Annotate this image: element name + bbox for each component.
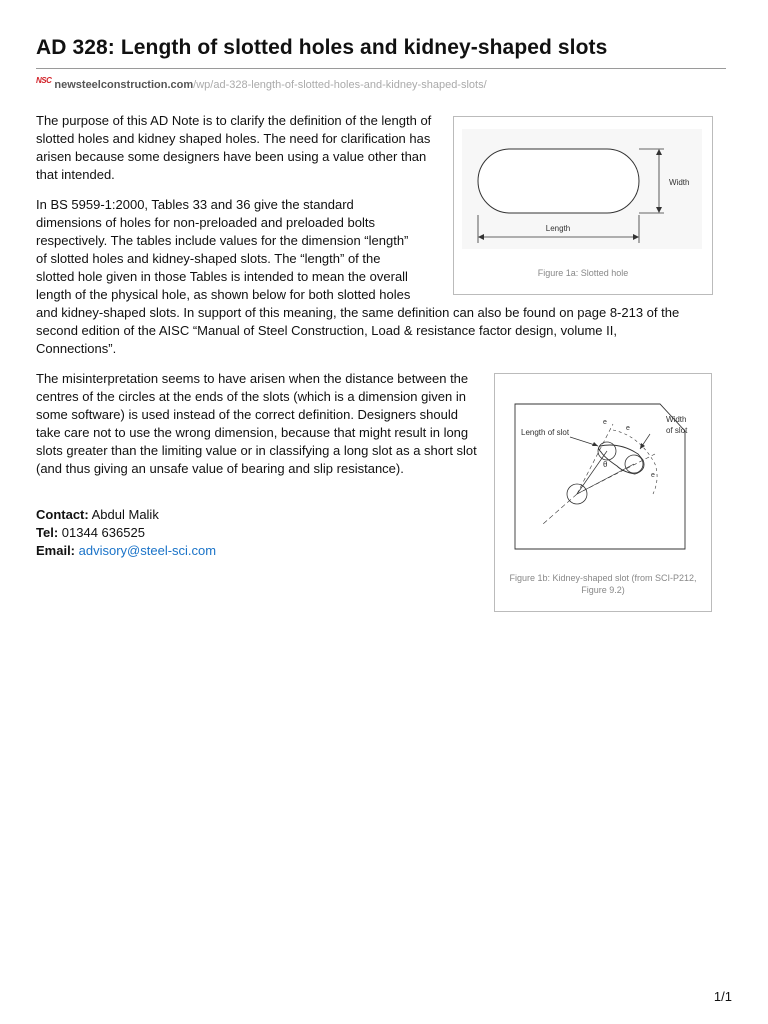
tel-label: Tel:: [36, 525, 59, 540]
e-label: e: [626, 425, 630, 432]
kidney-slot-diagram: [495, 374, 711, 559]
tel-row: [36, 524, 216, 542]
nsc-logo: NSC: [36, 76, 52, 85]
theta-label: θ: [603, 460, 608, 469]
contact-label: Contact:: [36, 507, 89, 522]
email-label: Email:: [36, 543, 76, 558]
email-link[interactable]: advisory@steel-sci.com: [78, 543, 217, 558]
paragraph-line: In BS 5959-1:2000, Tables 33 and 36 give the standard: [36, 197, 354, 212]
paragraph-purpose: The purpose of this AD Note is to clarify the definition of the length of slotted holes and kidney shaped holes. The need for clarification has arisen because some designers have been using a value other than that intended.: [36, 113, 432, 182]
page-number: 1/1: [713, 989, 732, 1004]
email-row: [36, 542, 216, 560]
slotted-hole-shape: [478, 149, 639, 213]
page-title: AD 328: Length of slotted holes and kidney-shaped slots: [36, 36, 608, 59]
paragraph-line: second edition of the AISC “Manual of Steel Construction, Load & resistance factor design, volume II,: [36, 323, 617, 338]
paragraph-line: respectively. The tables include values for the dimension “length”: [36, 233, 409, 248]
paragraph-line: and kidney-shaped slots. In support of this meaning, the same definition can also be found on page 8-213 of the: [36, 305, 680, 320]
slotted-hole-diagram: [454, 117, 712, 257]
length-of-slot-label: Length of slot: [521, 428, 570, 437]
plate-outline: [515, 404, 685, 549]
width-of-slot-label-1: Width: [666, 415, 687, 424]
paragraph-misinterpretation: The misinterpretation seems to have arisen when the distance between the centres of the circles at the ends of the slots (which is a dimension given in some software) is used instead of the correct definition. Designers should take care not to use the wrong dimension, because that might result in long slots greater than the limiting value or in classifying a long slot as a short slot (and thus giving an unsafe value of bearing and slip resistance).: [36, 371, 477, 476]
length-label: Length: [545, 224, 571, 233]
figure-1b: [494, 373, 712, 612]
source-link[interactable]: [54, 79, 486, 91]
paragraph-line: of slotted holes and kidney-shaped slots. The “length” of the: [36, 251, 381, 266]
source-path: /wp/ad-328-length-of-slotted-holes-and-kidney-shaped-slots/: [193, 79, 487, 91]
source-domain: newsteelconstruction.com: [54, 79, 194, 91]
figure-1b-caption: Figure 1b: Kidney-shaped slot (from SCI-P212, Figure 9.2): [509, 573, 697, 595]
e-label: e: [651, 472, 655, 479]
figure-1a-caption: Figure 1a: Slotted hole: [537, 268, 629, 278]
paragraph-line: Connections”.: [36, 341, 117, 356]
paragraph-line: dimensions of holes for non-preloaded and preloaded bolts: [36, 215, 375, 230]
contact-block: [36, 506, 216, 560]
tel-value: 01344 636525: [61, 525, 145, 540]
width-label: Width: [669, 178, 690, 187]
paragraph-line: length of the physical hole, as shown below for both slotted holes: [36, 287, 411, 302]
paragraph-line: slotted hole given in those Tables is intended to mean the overall: [36, 269, 408, 284]
e-label: e: [603, 419, 607, 426]
source-line: [36, 76, 487, 91]
width-of-slot-label-2: of slot: [666, 426, 688, 435]
contact-name: Abdul Malik: [91, 507, 159, 522]
title-divider: [36, 68, 726, 69]
contact-row: [36, 506, 216, 524]
figure-1a: [453, 116, 713, 295]
